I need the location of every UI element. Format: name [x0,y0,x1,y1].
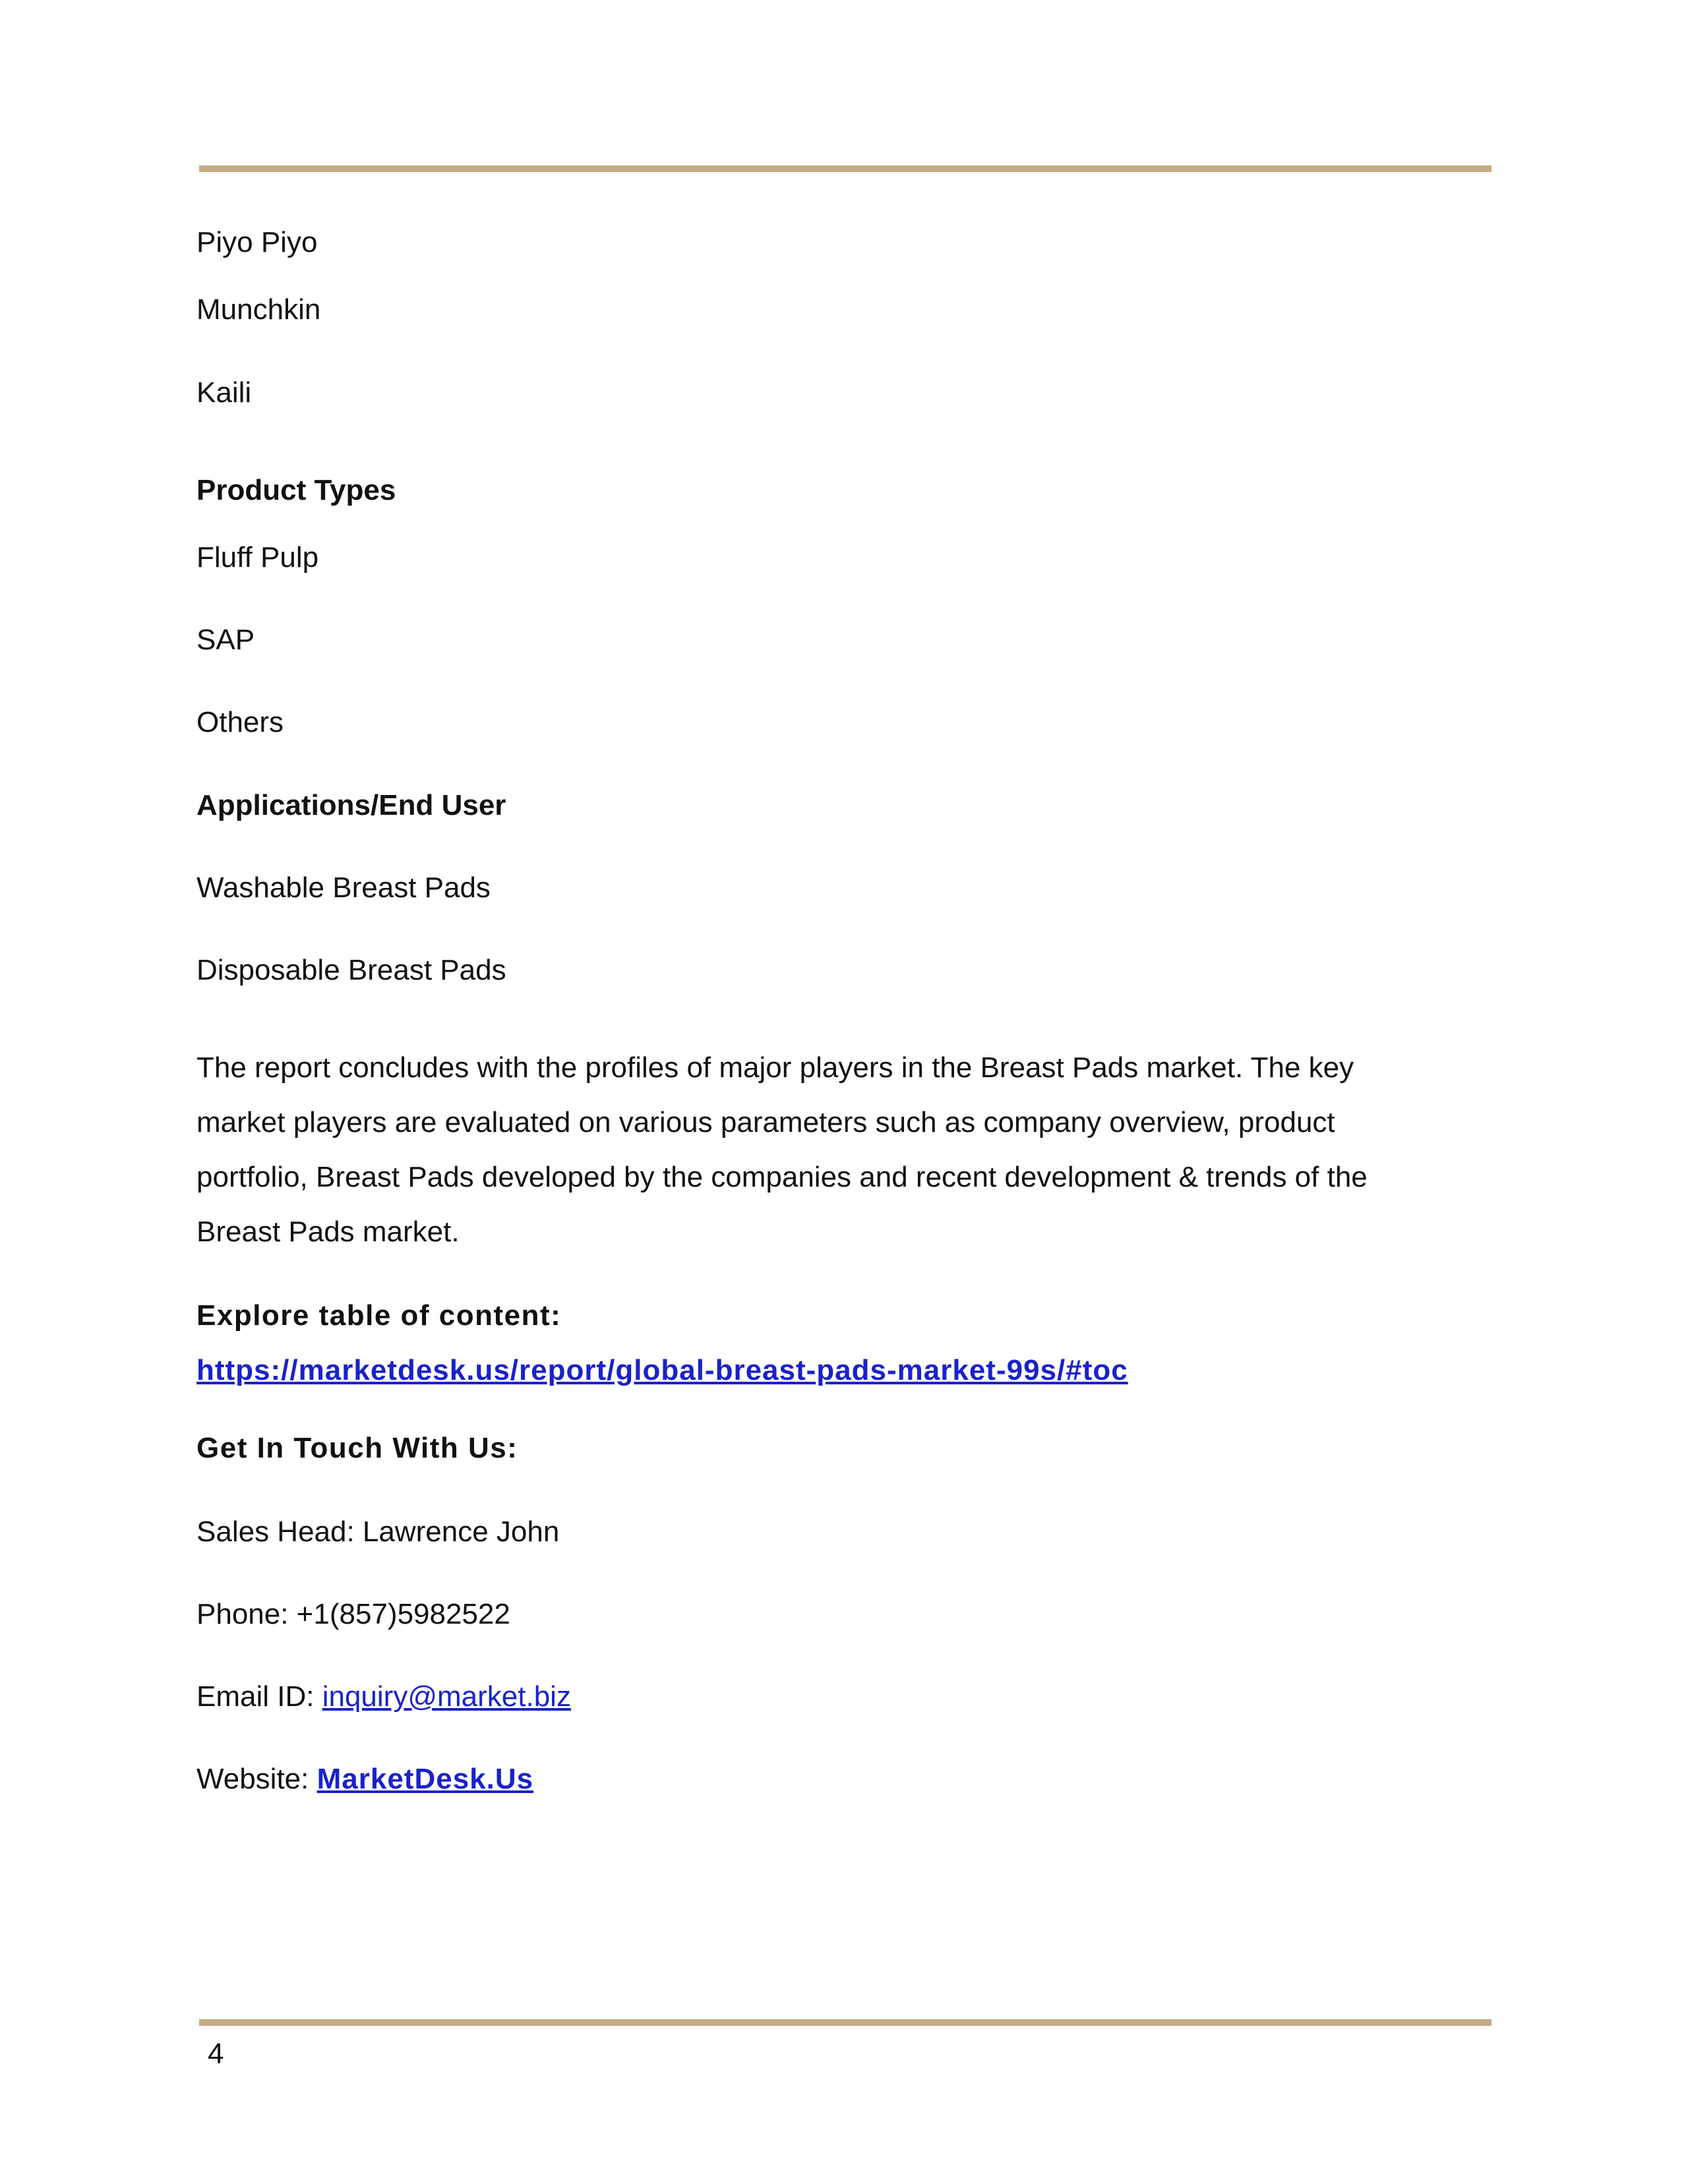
conclusion-paragraph [196,1040,1489,1259]
toc-link[interactable]: https://marketdesk.us/report/global-breast-pads-market-99s/#toc [196,1354,1128,1386]
page-number: 4 [208,2038,224,2070]
product-type-item-2: SAP [196,624,255,656]
product-types-heading: Product Types [196,474,396,506]
applications-heading: Applications/End User [196,789,506,821]
product-type-item-1: Fluff Pulp [196,541,319,574]
email-label: Email ID: [196,1680,315,1713]
email-row [196,1680,571,1714]
company-item-3: Kaili [196,376,252,409]
sales-head: Sales Head: Lawrence John [196,1516,560,1548]
conclusion-line-4: Breast Pads market. [196,1216,460,1248]
website-link[interactable]: MarketDesk.Us [316,1763,534,1795]
phone-number: Phone: +1(857)5982522 [196,1598,510,1630]
toc-heading: Explore table of content: [196,1299,562,1332]
contact-heading: Get In Touch With Us: [196,1432,518,1464]
website-row [196,1762,533,1796]
footer-rule [199,2019,1492,2026]
conclusion-line-2: market players are evaluated on various parameters such as company overview, product [196,1106,1335,1138]
conclusion-line-1: The report concludes with the profiles of major players in the Breast Pads market. The key [196,1051,1354,1084]
conclusion-line-3: portfolio, Breast Pads developed by the companies and recent development & trends of the [196,1161,1368,1193]
header-rule [199,165,1492,172]
application-item-1: Washable Breast Pads [196,871,491,904]
company-item-1: Piyo Piyo [196,226,318,258]
application-item-2: Disposable Breast Pads [196,954,506,986]
company-item-2: Munchkin [196,293,321,326]
product-type-item-3: Others [196,706,284,738]
toc-link-row [196,1353,1128,1388]
website-label: Website: [196,1763,309,1795]
email-link[interactable]: inquiry@market.biz [322,1680,571,1713]
